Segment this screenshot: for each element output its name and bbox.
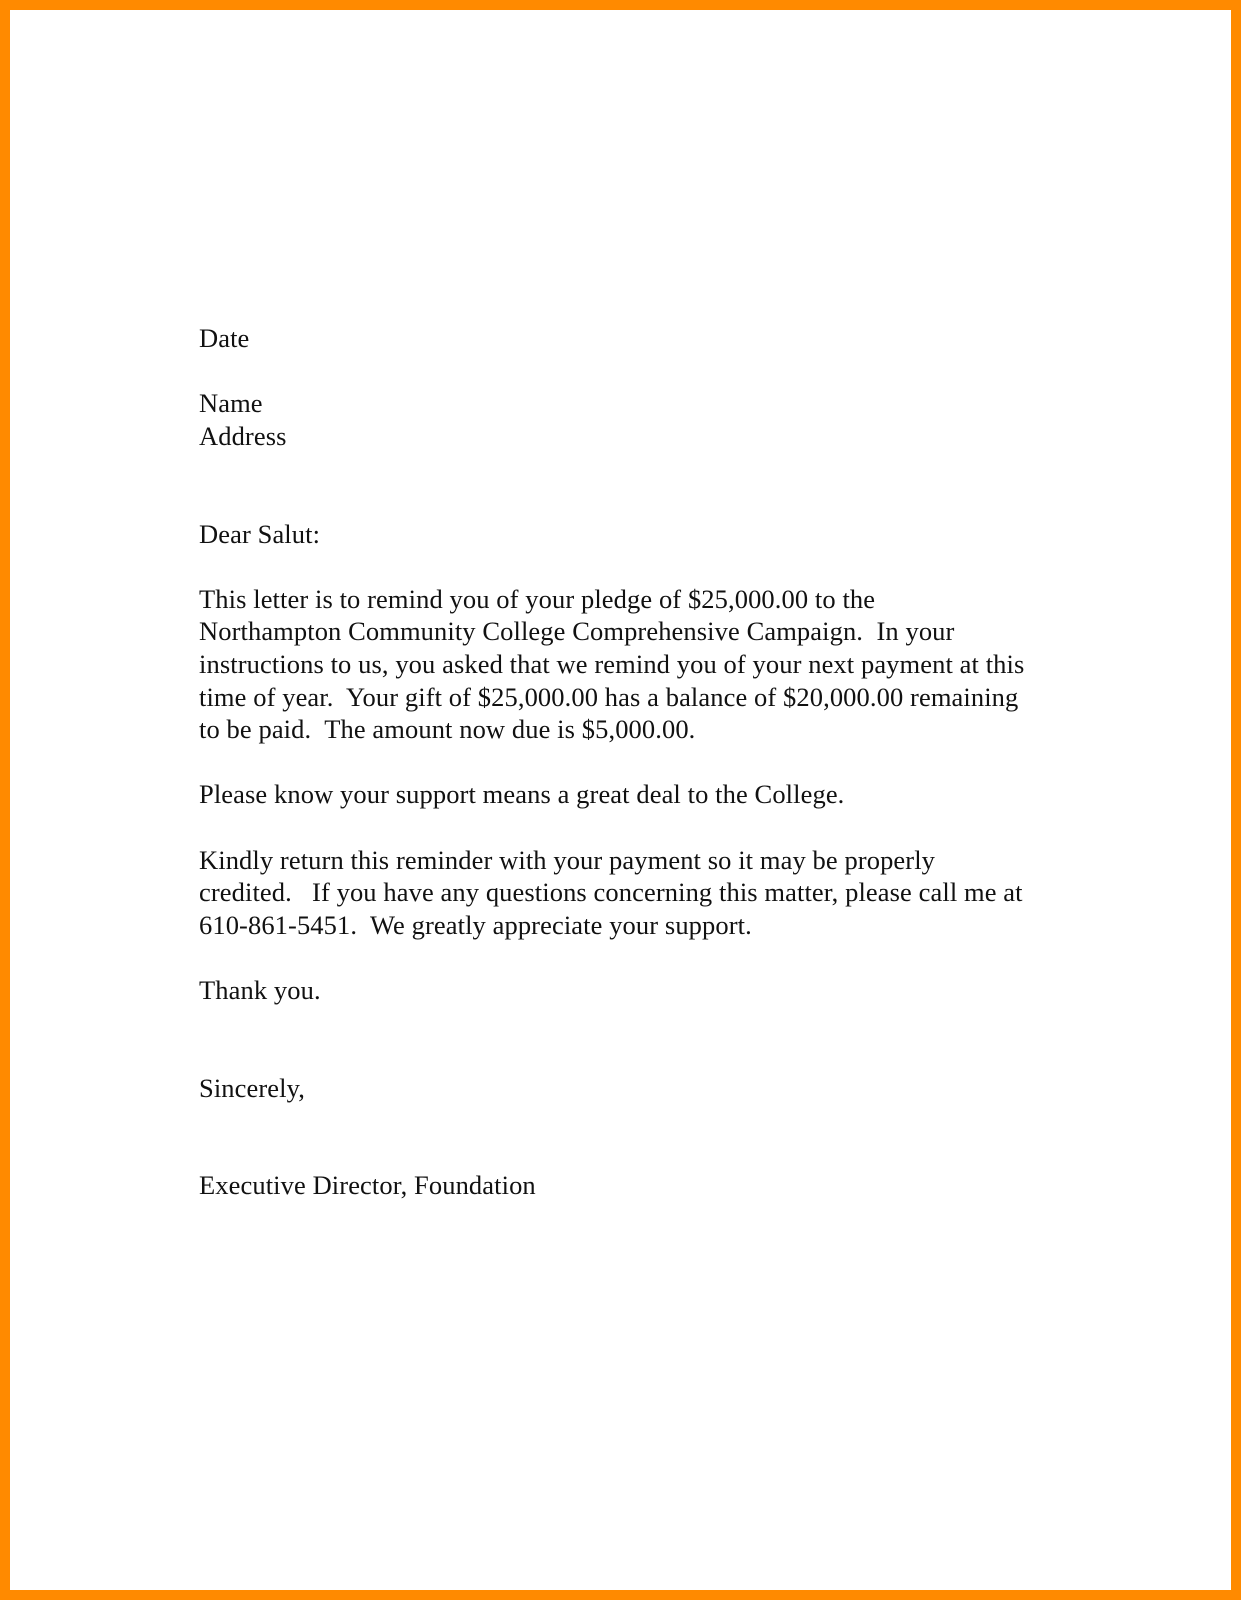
spacer: [199, 550, 1079, 583]
letter-date: Date: [199, 323, 250, 353]
paragraph-line: Northampton Community College Comprehensive Campaign. In your: [199, 616, 955, 647]
spacer: [199, 941, 1079, 974]
spacer: [199, 746, 1079, 779]
paragraph-line: instructions to us, you asked that we remind you of your next payment at this: [199, 648, 1025, 679]
paragraph-line: to be paid. The amount now due is $5,000.00.: [199, 714, 696, 745]
paragraph-return-reminder: [199, 844, 1079, 942]
paragraph-line: credited. If you have any questions concerning this matter, please call me at: [199, 877, 1023, 908]
paragraph-support: Please know your support means a great deal to the College.: [199, 779, 845, 810]
signature-title: Executive Director, Foundation: [199, 1170, 536, 1201]
spacer: [199, 811, 1079, 844]
letter-body: [199, 322, 1079, 1202]
spacer: [199, 1006, 1079, 1071]
paragraph-line: Kindly return this reminder with your payment so it may be properly: [199, 844, 936, 875]
spacer: [199, 355, 1079, 388]
thank-you-line: Thank you.: [199, 974, 321, 1005]
recipient-address: Address: [199, 420, 287, 451]
salutation: Dear Salut:: [199, 518, 321, 549]
spacer: [199, 1104, 1079, 1169]
closing: Sincerely,: [199, 1072, 305, 1103]
paragraph-pledge-reminder: [199, 583, 1079, 746]
recipient-name: Name: [199, 388, 263, 419]
spacer: [199, 452, 1079, 517]
paragraph-line: time of year. Your gift of $25,000.00 has a balance of $20,000.00 remaining: [199, 681, 1019, 712]
paragraph-line: This letter is to remind you of your pledge of $25,000.00 to the: [199, 583, 876, 614]
paragraph-line: 610-861-5451. We greatly appreciate your support.: [199, 909, 752, 940]
